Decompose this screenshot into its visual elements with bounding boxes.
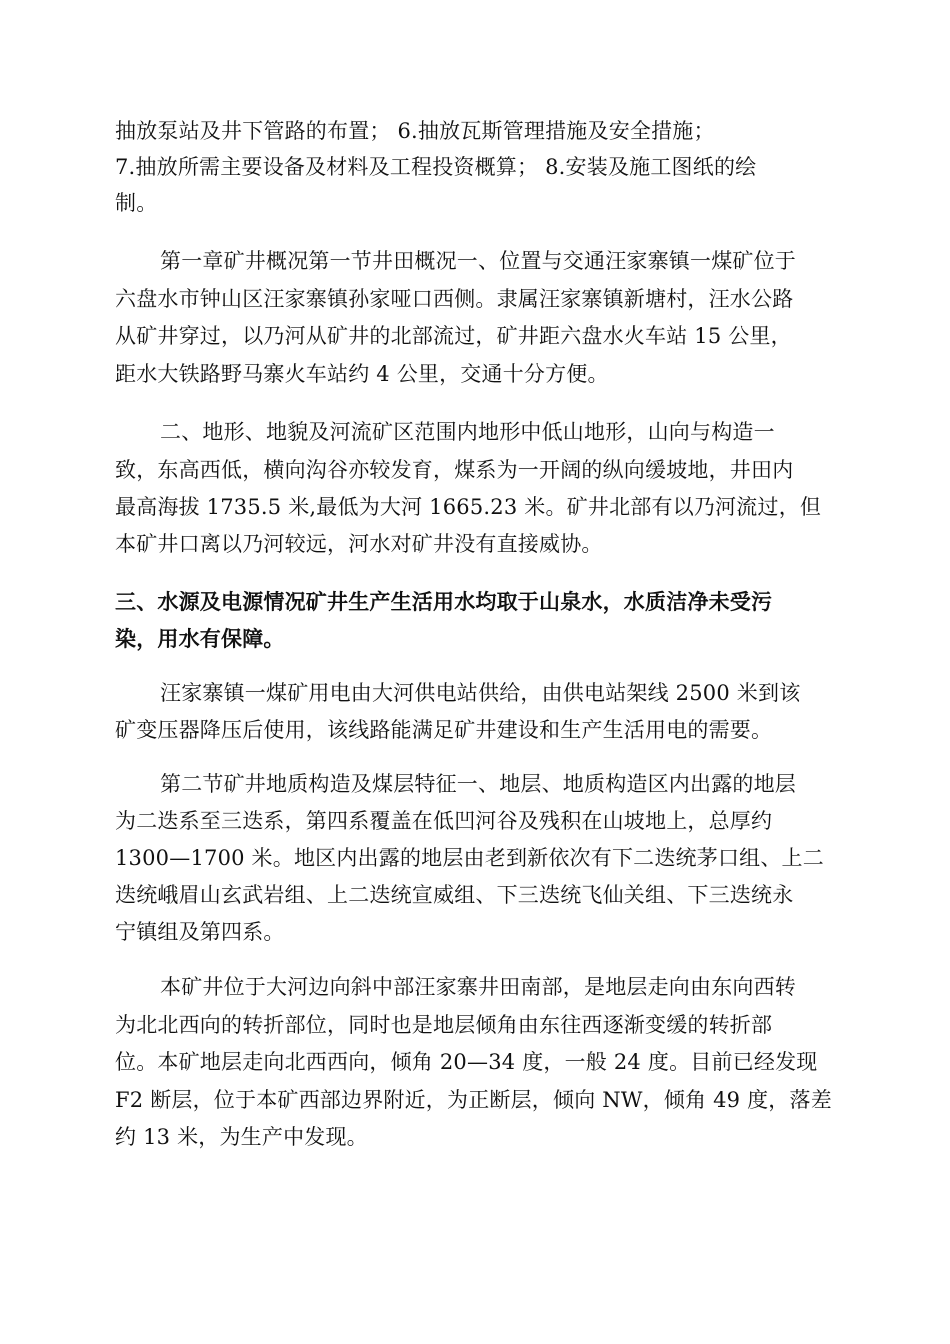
text-line: 位。本矿地层走向北西西向，倾角 20—34 度，一般 24 度。目前已经发现 [115, 1050, 818, 1074]
text-line: 宁镇组及第四系。 [115, 920, 285, 944]
text-line: 从矿井穿过，以乃河从矿井的北部流过，矿井距六盘水火车站 15 公里， [115, 324, 792, 348]
text-line: 本矿井口离以乃河较远，河水对矿井没有直接威协。 [115, 532, 603, 556]
text-line: 制。 [115, 191, 158, 215]
text-line: 为二迭系至三迭系，第四系覆盖在低凹河谷及残积在山坡地上，总厚约 [115, 809, 773, 833]
text-line: 迭统峨眉山玄武岩组、上二迭统宣威组、下三迭统飞仙关组、下三迭统永 [115, 883, 794, 907]
text-line: 致，东高西低，横向沟谷亦较发育，煤系为一开阔的纵向缓坡地，井田内 [115, 458, 794, 482]
paragraph-first-line: 汪家寨镇一煤矿用电由大河供电站供给，由供电站架线 2500 米到该 [160, 681, 801, 705]
section-heading: 染，用水有保障。 [115, 627, 285, 651]
text-line: 六盘水市钟山区汪家寨镇孙家哑口西侧。隶属汪家寨镇新塘村，汪水公路 [115, 287, 794, 311]
text-line: 为北北西向的转折部位，同时也是地层倾角由东往西逐渐变缓的转折部 [115, 1013, 773, 1037]
text-line: 最高海拔 1735.5 米,最低为大河 1665.23 米。矿井北部有以乃河流过，但 [115, 495, 822, 519]
text-line: 7.抽放所需主要设备及材料及工程投资概算； 8.安装及施工图纸的绘 [115, 155, 757, 179]
paragraph-first-line: 本矿井位于大河边向斜中部汪家寨井田南部，是地层走向由东向西转 [160, 975, 796, 999]
text-line: 矿变压器降压后使用，该线路能满足矿井建设和生产生活用电的需要。 [115, 718, 773, 742]
text-line: 抽放泵站及井下管路的布置； 6.抽放瓦斯管理措施及安全措施； [115, 119, 715, 143]
text-line: 约 13 米，为生产中发现。 [115, 1125, 368, 1149]
text-line: 距水大铁路野马寨火车站约 4 公里，交通十分方便。 [115, 362, 609, 386]
text-line: F2 断层，位于本矿西部边界附近，为正断层，倾向 NW，倾角 49 度，落差 [115, 1088, 832, 1112]
paragraph-first-line: 第一章矿井概况第一节井田概况一、位置与交通汪家寨镇一煤矿位于 [160, 249, 796, 273]
paragraph-first-line: 二、地形、地貌及河流矿区范围内地形中低山地形，山向与构造一 [160, 420, 775, 444]
section-heading: 三、水源及电源情况矿井生产生活用水均取于山泉水，水质洁净未受污 [115, 590, 773, 614]
text-line: 1300—1700 米。地区内出露的地层由老到新依次有下二迭统茅口组、上二 [115, 846, 824, 870]
paragraph-first-line: 第二节矿井地质构造及煤层特征一、地层、地质构造区内出露的地层 [160, 772, 796, 796]
